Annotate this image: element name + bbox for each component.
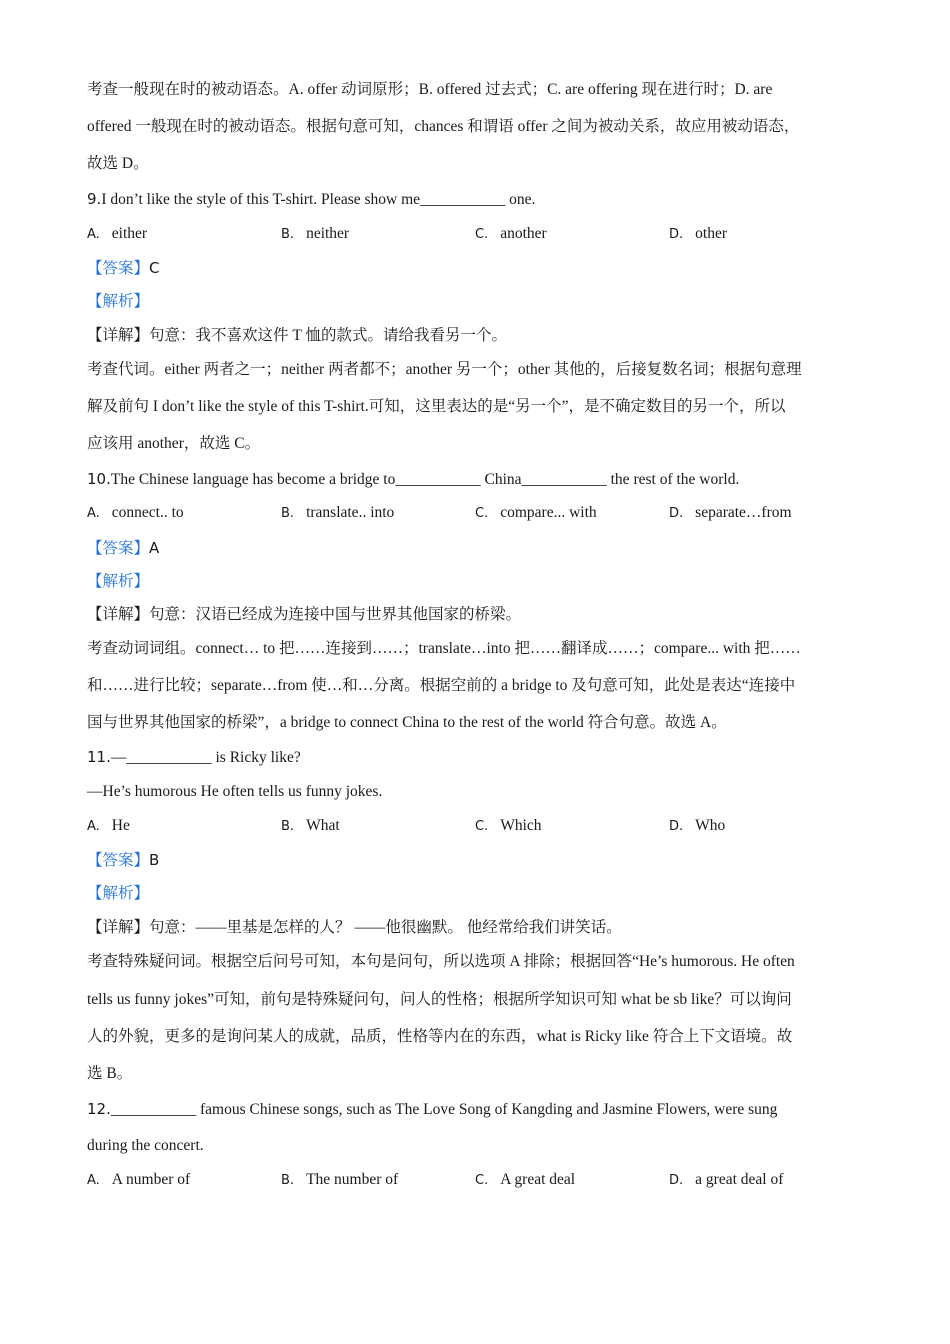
question-11 [87, 747, 301, 768]
prev-explanation-line: 故选 D。 [87, 155, 149, 172]
question-text-line: —He’s humorous He often tells us funny jokes. [87, 783, 383, 800]
option-c: C. Which [475, 817, 542, 834]
option-b: B. What [281, 817, 340, 834]
detail-line [87, 605, 521, 625]
question-text: ___________ famous Chinese songs, such as The Love Song of Kangding and Jasmine Flowers, were sung [110, 1101, 778, 1118]
option-a: A. connect.. to [87, 504, 184, 521]
question-10 [87, 469, 739, 490]
option-b: B. neither [281, 225, 350, 242]
detail-text: 句意：——里基是怎样的人？ ——他很幽默。 他经常给我们讲笑话。 [149, 919, 622, 936]
question-12 [87, 1099, 777, 1120]
option-c: C. another [475, 225, 547, 242]
option-a: A. A number of [87, 1171, 191, 1188]
question-text: I don’t like the style of this T-shirt. Please show me___________ one. [101, 191, 536, 208]
answer-tag: 【答案】 [87, 540, 150, 557]
answer-value: A [149, 539, 160, 557]
question-number: 9. [87, 190, 102, 208]
option-b: B. translate.. into [281, 504, 395, 521]
option-a: A. either [87, 225, 148, 242]
detail-text: 句意：我不喜欢这件 T 恤的款式。请给我看另一个。 [149, 327, 507, 344]
explanation-line: 和……进行比较；separate…from 使…和…分离。根据空前的 a bridge to 及句意可知，此处是表达“连接中 [87, 677, 796, 694]
explanation-line: 考查特殊疑问词。根据空后问号可知，本句是问句，所以选项 A 排除；根据回答“He’s humorous. He often [87, 953, 795, 970]
explanation-line: 考查代词。either 两者之一；neither 两者都不；another 另一个；other 其他的，后接复数名词；根据句意理 [87, 361, 802, 378]
explanation-line: 考查动词词组。connect… to 把……连接到……；translate…into 把……翻译成……；compare... with 把…… [87, 640, 801, 657]
prev-explanation-line: offered 一般现在时的被动语态。根据句意可知，chances 和谓语 offer 之间为被动关系，故应用被动语态， [87, 118, 800, 135]
option-d: D. a great deal of [669, 1171, 784, 1188]
explanation-line: 人的外貌，更多的是询问某人的成就，品质，性格等内在的东西，what is Ricky like 符合上下文语境。故 [87, 1028, 793, 1045]
question-9 [87, 189, 535, 210]
answer-value: C [149, 259, 160, 277]
option-c: C. A great deal [475, 1171, 576, 1188]
question-number: 12. [87, 1100, 111, 1118]
detail-line [87, 918, 622, 938]
analysis-tag: 【解析】 [87, 293, 150, 310]
explanation-line: tells us funny jokes”可知，前句是特殊疑问句，问人的性格；根据所学知识可知 what be sb like？可以询问 [87, 991, 792, 1008]
detail-tag: 【详解】 [87, 327, 150, 344]
detail-tag: 【详解】 [87, 919, 150, 936]
detail-text: 句意：汉语已经成为连接中国与世界其他国家的桥梁。 [149, 606, 522, 623]
question-text: The Chinese language has become a bridge to___________ China___________ the rest of the world. [110, 471, 740, 488]
option-d: D. other [669, 225, 728, 242]
question-number: 11. [87, 748, 111, 766]
explanation-line: 应该用 another，故选 C。 [87, 435, 261, 452]
question-number: 10. [87, 470, 111, 488]
analysis-tag: 【解析】 [87, 885, 150, 902]
explanation-line: 解及前句 I don’t like the style of this T-shirt.可知，这里表达的是“另一个”，是不确定数目的另一个，所以 [87, 398, 786, 415]
analysis-tag: 【解析】 [87, 573, 150, 590]
option-d: D. separate…from [669, 504, 792, 521]
prev-explanation-line: 考查一般现在时的被动语态。A. offer 动词原形；B. offered 过去式；C. are offering 现在进行时；D. are [87, 81, 773, 98]
explanation-line: 国与世界其他国家的桥梁”，a bridge to connect China to the rest of the world 符合句意。故选 A。 [87, 714, 727, 731]
explanation-line: 选 B。 [87, 1065, 133, 1082]
question-text-line: during the concert. [87, 1137, 204, 1154]
question-text: —___________ is Ricky like? [110, 749, 301, 766]
answer-tag: 【答案】 [87, 260, 150, 277]
option-a: A. He [87, 817, 130, 834]
option-b: B. The number of [281, 1171, 399, 1188]
option-c: C. compare... with [475, 504, 597, 521]
answer-tag: 【答案】 [87, 852, 150, 869]
answer-line [87, 258, 160, 279]
answer-line [87, 538, 159, 559]
answer-value: B [149, 851, 160, 869]
answer-line [87, 850, 159, 871]
option-d: D. Who [669, 817, 726, 834]
detail-line [87, 326, 507, 346]
detail-tag: 【详解】 [87, 606, 150, 623]
